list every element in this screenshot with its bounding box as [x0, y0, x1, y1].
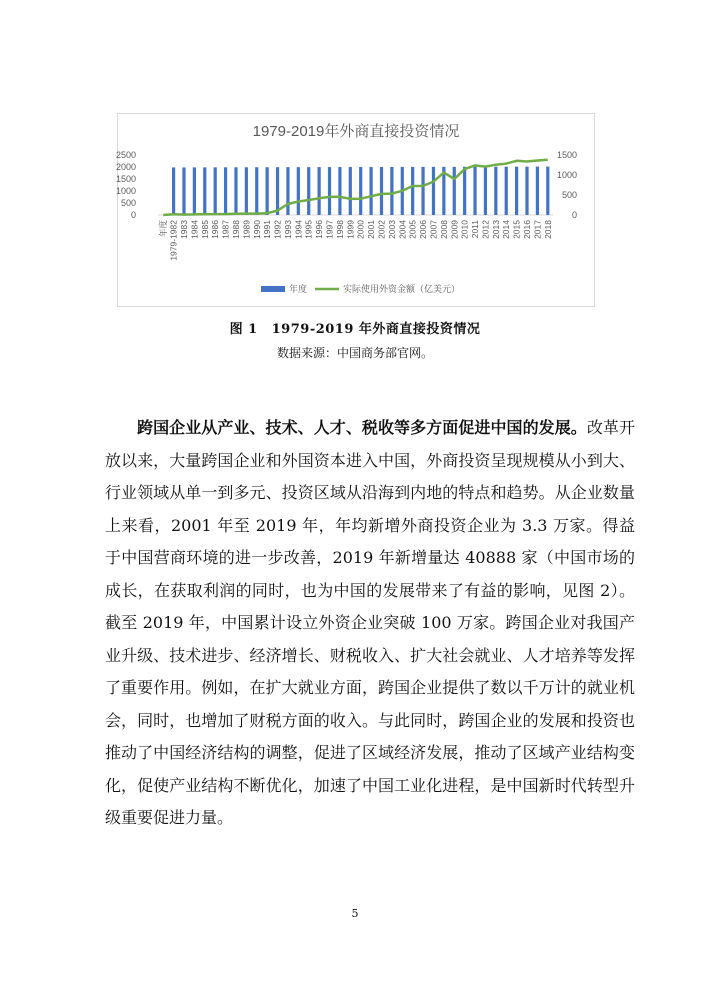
x-tick-label: 1997: [324, 220, 335, 239]
bar-mark: [338, 167, 341, 215]
legend-line-label: 实际使用外资金额（亿美元）: [343, 284, 461, 294]
x-tick-label: 1983: [178, 220, 189, 239]
bar-mark: [505, 167, 508, 215]
figure-caption-text: 1979-2019 年外商直接投资情况: [271, 322, 481, 337]
x-tick-label: 2001: [366, 220, 377, 239]
x-tick-label: 2003: [386, 220, 397, 239]
fdi-chart: [115, 114, 594, 306]
figure-source: 数据来源：中国商务部官网。: [276, 346, 433, 360]
x-tick-label: 1992: [272, 220, 283, 239]
bar-mark: [318, 167, 321, 215]
y-left-tick-label: 1500: [115, 174, 136, 184]
bar-mark: [266, 167, 269, 215]
bar-mark: [193, 167, 196, 215]
bar-mark: [328, 167, 331, 215]
paragraph-lead: 跨国企业从产业、技术、人才、税收等多方面促进中国的发展。: [137, 418, 587, 437]
bar-mark: [234, 167, 237, 215]
x-tick-label: 2011: [470, 220, 481, 239]
x-tick-label: 2004: [397, 220, 408, 239]
x-tick-label: 2007: [428, 220, 439, 239]
bar-mark: [172, 167, 175, 215]
bar-mark: [473, 167, 476, 215]
x-tick-label: 2009: [449, 220, 460, 239]
x-tick-label: 2018: [542, 220, 553, 239]
y-right-tick-label: 0: [571, 210, 577, 220]
y-left-tick-label: 2000: [115, 162, 136, 172]
body-paragraph: [105, 412, 635, 835]
x-tick-label: 2016: [522, 220, 533, 239]
x-tick-label: 2012: [480, 220, 491, 239]
bar-mark: [536, 167, 539, 215]
bar-mark: [214, 167, 217, 215]
bar-mark: [515, 167, 518, 215]
x-tick-label: 1999: [345, 220, 356, 239]
x-tick-label: 1984: [189, 220, 200, 239]
line-series-mark: [163, 160, 548, 215]
x-tick-label: 年度: [158, 220, 169, 238]
x-tick-label: 1995: [303, 220, 314, 239]
bar-mark: [421, 167, 424, 215]
y-left-tick-label: 500: [120, 198, 136, 208]
bar-mark: [349, 167, 352, 215]
x-tick-label: 2005: [407, 220, 418, 239]
paragraph-text: 改革开放以来，大量跨国企业和外国资本进入中国，外商投资呈现规模从小到大、行业领域从单一到多元、投资区域从沿海到内地的特点和趋势。从企业数量上来看，2001 年至 2019 年，年均新增外商投资企业为 3.3 万家。得益于中国营商环境的进一步改善，2019 年新增量达 40888 家（中国市场的成长，在获取利润的同时，也为中国的发展带来了有益的影响，见图 2）。截至 2019 年，中国累计设立外资企业突破 100 万家。跨国企业对我国产业升级、技术进步、经济增长、财税收入、扩大社会就业、人才培养等发挥了重要作用。例如，在扩大就业方面，跨国企业提供了数以千万计的就业机会，同时，也增加了财税方面的收入。与此同时，跨国企业的发展和投资也推动了中国经济结构的调整，促进了区域经济发展，推动了区域产业结构变化，促使产业结构不断优化，加速了中国工业化进程，是中国新时代转型升级重要促进力量。: [105, 418, 635, 827]
bar-mark: [286, 167, 289, 215]
bar-mark: [297, 167, 300, 215]
x-tick-label: 1993: [282, 220, 293, 239]
y-left-tick-label: 0: [130, 210, 136, 220]
x-tick-label: 1991: [262, 220, 273, 239]
bar-mark: [276, 167, 279, 215]
chart-container: [117, 113, 595, 307]
bar-mark: [390, 167, 393, 215]
bar-mark: [224, 167, 227, 215]
figure-caption: [0, 318, 710, 337]
bar-mark: [255, 167, 258, 215]
x-tick-label: 1989: [241, 220, 252, 239]
bar-mark: [484, 167, 487, 215]
x-tick-label: 2002: [376, 220, 387, 239]
page-number: 5: [351, 907, 359, 920]
x-tick-label: 2017: [532, 220, 543, 239]
legend-bar-swatch: [261, 286, 285, 292]
x-tick-label: 2006: [418, 220, 429, 239]
bar-mark: [307, 167, 310, 215]
x-tick-label: 2013: [490, 220, 501, 239]
bar-mark: [182, 167, 185, 215]
y-left-tick-label: 1000: [115, 186, 136, 196]
bar-mark: [453, 167, 456, 215]
bar-mark: [245, 167, 248, 215]
x-tick-label: 1986: [210, 220, 221, 239]
x-tick-label: 1998: [334, 220, 345, 239]
y-right-tick-label: 500: [561, 190, 577, 200]
x-tick-label: 1987: [220, 220, 231, 239]
bar-mark: [359, 167, 362, 215]
bar-mark: [369, 167, 372, 215]
chart-title: 1979-2019年外商直接投资情况: [252, 123, 460, 140]
y-left-tick-label: 2500: [115, 150, 136, 160]
y-right-tick-label: 1500: [556, 150, 577, 160]
x-tick-label: 1988: [230, 220, 241, 239]
x-tick-label: 2000: [355, 220, 366, 239]
legend-bar-label: 年度: [289, 284, 308, 294]
x-tick-label: 1985: [199, 220, 210, 239]
x-tick-label: 1996: [314, 220, 325, 239]
x-tick-label: 1990: [251, 220, 262, 239]
bar-mark: [380, 167, 383, 215]
x-tick-label: 1979-1982: [168, 220, 179, 261]
y-right-tick-label: 1000: [556, 170, 577, 180]
bar-mark: [411, 167, 414, 215]
x-tick-label: 1994: [293, 220, 304, 239]
bar-mark: [525, 167, 528, 215]
figure-label: 图 1: [229, 322, 258, 337]
x-tick-label: 2008: [438, 220, 449, 239]
bar-mark: [463, 167, 466, 215]
x-tick-label: 2015: [511, 220, 522, 239]
bar-mark: [203, 167, 206, 215]
bar-mark: [432, 167, 435, 215]
bar-mark: [494, 167, 497, 215]
bar-mark: [546, 167, 549, 215]
x-tick-label: 2010: [459, 220, 470, 239]
x-tick-label: 2014: [501, 220, 512, 239]
